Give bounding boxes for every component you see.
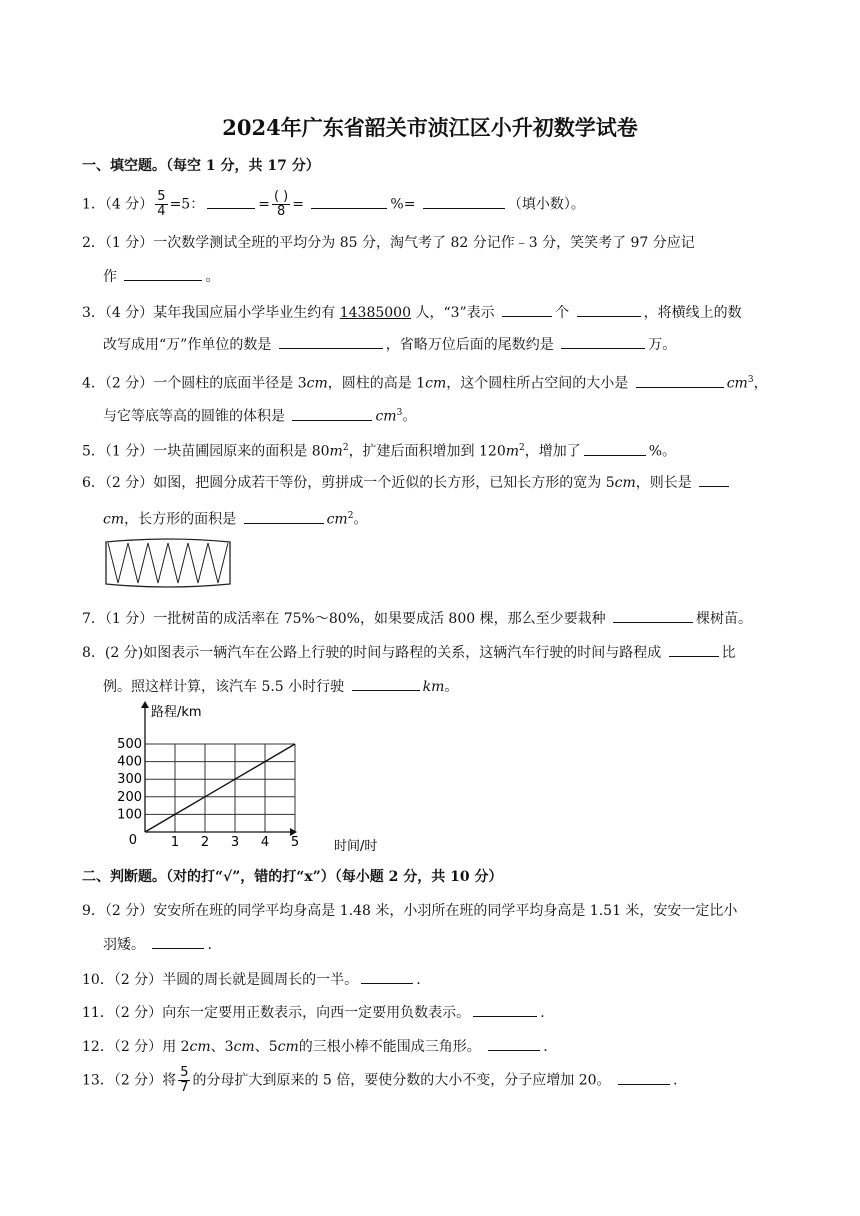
blank[interactable] [361, 969, 413, 984]
question-9: 9．（2 分）安安所在班的同学平均身高是 1.48 米，小羽所在班的同学平均身高是 1.51 米，安安一定比小 [82, 903, 738, 919]
blank[interactable] [613, 608, 693, 623]
fraction-blank-8: $\frac{( )}{8}$ [273, 189, 289, 219]
blank[interactable] [636, 373, 724, 388]
blank[interactable] [488, 1036, 540, 1051]
question-3: 3．（4 分）某年我国应届小学毕业生约有 14385000 人，“3”表示 个 ，将横线上的数 [82, 302, 742, 323]
blank[interactable] [244, 509, 324, 524]
blank[interactable] [584, 441, 646, 456]
blank[interactable] [699, 472, 729, 487]
blank[interactable] [473, 1002, 537, 1017]
question-12: 12．（2 分）用 2cm、3cm、5cm的三根小棒不能围成三角形。 . [82, 1036, 548, 1057]
question-1: 1．（4 分） $\frac{5}{4}$ =5： = $\frac{( )}{8}$ = %= （填小数）。 [82, 189, 585, 219]
y-tick-label: 500 [117, 737, 142, 752]
blank[interactable] [577, 302, 641, 317]
rearranged-circle-figure [102, 537, 234, 589]
x-tick-label: 5 [290, 835, 300, 850]
origin-label: 0 [128, 833, 137, 848]
question-2-line-2: 作 。 [103, 266, 219, 287]
blank[interactable] [502, 302, 552, 317]
x-tick-label: 1 [170, 835, 180, 850]
sector-zigzag [108, 543, 228, 583]
question-13: 13．（2 分）将 $\frac{5}{7}$ 的分母扩大到原来的 5 倍，要使分数的大小不变，分子应增加 20。 . [82, 1065, 678, 1095]
blank[interactable] [423, 194, 505, 209]
question-8-line-2: 例。照这样计算，该汽车 5.5 小时行驶 km。 [103, 676, 458, 697]
blank[interactable] [124, 266, 202, 281]
question-2: 2．（1 分）一次数学测试全班的平均分为 85 分，淘气考了 82 分记作﹣3 分，笑笑考了 97 分应记 [82, 235, 695, 251]
page-title: 2024年广东省韶关市浈江区小升初数学试卷 [222, 115, 638, 140]
distance-series-line [145, 744, 295, 832]
distance-time-chart [110, 700, 390, 860]
y-axis-arrow [141, 701, 149, 708]
fraction-5-7: $\frac{5}{7}$ [180, 1065, 189, 1095]
question-3-line-2: 改写成用“万”作单位的数是 ，省略万位后面的尾数约是 万。 [103, 334, 676, 355]
question-6-line-2: cm，长方形的面积是 $cm^2$。 [103, 506, 367, 530]
blank[interactable] [669, 642, 719, 657]
question-4-line-2: 与它等底等高的圆锥的体积是 $cm^3$。 [103, 403, 416, 427]
y-tick-label: 400 [117, 754, 142, 770]
section-1-heading: 一、填空题。（每空 1 分，共 17 分） [82, 158, 320, 174]
question-4: 4．（2 分）一个圆柱的底面半径是 3cm，圆柱的高是 1cm，这个圆柱所占空间的大小是 $cm^3$， [82, 370, 768, 394]
x-tick-label: 4 [260, 835, 270, 850]
y-tick-label: 100 [117, 807, 142, 823]
blank[interactable] [352, 676, 420, 691]
blank[interactable] [618, 1070, 670, 1085]
blank[interactable] [152, 934, 204, 949]
blank[interactable] [207, 194, 255, 209]
question-9-line-2: 羽矮。 . [103, 934, 212, 955]
y-axis-label: 路程/km [151, 705, 202, 720]
blank[interactable] [292, 406, 372, 421]
y-tick-label: 200 [117, 789, 142, 805]
x-tick-label: 3 [230, 835, 240, 850]
question-6: 6．（2 分）如图，把圆分成若干等份，剪拼成一个近似的长方形，已知长方形的宽为 5cm，则长是 [82, 472, 732, 493]
x-axis-label: 时间/时 [334, 839, 378, 854]
question-8: 8．(2 分)如图表示一辆汽车在公路上行驶的时间与路程的关系，这辆汽车行驶的时间与路程成 比 [82, 642, 736, 663]
y-tick-label: 300 [117, 772, 142, 788]
section-2-heading: 二、判断题。（对的打“√”，错的打“x”）（每小题 2 分，共 10 分） [82, 869, 503, 885]
question-7: 7．（1 分）一批树苗的成活率在 75%～80%，如果要成活 800 棵，那么至少要栽种 棵树苗。 [82, 608, 752, 629]
question-10: 10．（2 分）半圆的周长就是圆周长的一半。 . [82, 969, 421, 990]
x-tick-label: 2 [200, 835, 210, 850]
blank[interactable] [279, 334, 383, 349]
question-5: 5．（1 分）一块苗圃园原来的面积是 $80m^2$，扩建后面积增加到 $120m^2$，增加了 %。 [82, 438, 676, 462]
blank[interactable] [561, 334, 645, 349]
blank[interactable] [311, 194, 387, 209]
fraction-5-4: $\frac{5}{4}$ [157, 189, 166, 219]
question-11: 11．（2 分）向东一定要用正数表示，向西一定要用负数表示。 . [82, 1002, 545, 1023]
